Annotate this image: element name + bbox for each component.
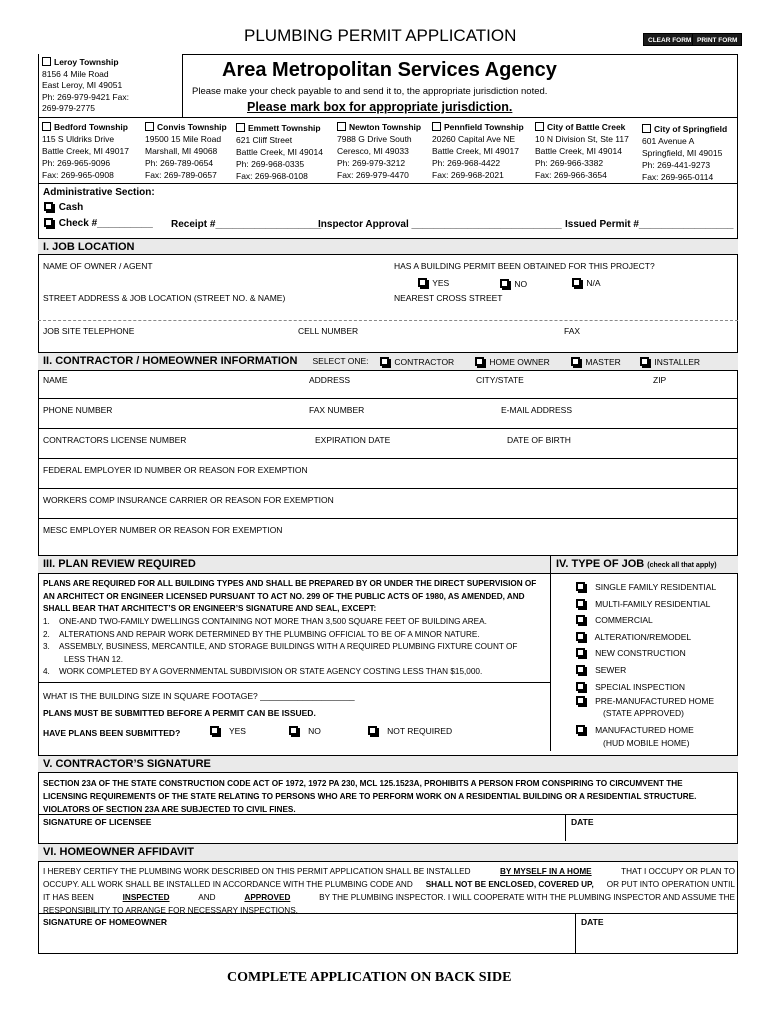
contractor-option-label: CONTRACTOR <box>394 357 455 367</box>
homeowner-affidavit-header: VI. HOMEOWNER AFFIDAVIT <box>38 843 738 862</box>
mesc-label: MESC EMPLOYER NUMBER OR REASON FOR EXEMPTION <box>43 525 283 535</box>
jurisdiction-name-row <box>642 123 727 135</box>
jurisdiction-line: Fax: 269-968-0108 <box>236 171 308 181</box>
top-rule <box>182 54 738 55</box>
jurisdiction-name: City of Battle Creek <box>547 122 626 132</box>
jurisdiction-newton <box>337 121 421 181</box>
jurisdiction-name: Emmett Township <box>248 123 321 133</box>
job-type-label: MULTI-FAMILY RESIDENTIAL <box>595 598 711 609</box>
section-23a-text <box>43 777 696 816</box>
row-rule <box>38 398 738 399</box>
workers-comp-label: WORKERS COMP INSURANCE CARRIER OR REASON FOR EXEMPTION <box>43 495 334 505</box>
job-type-item <box>576 629 716 646</box>
jurisdiction-name-row <box>337 121 421 133</box>
permit-yes <box>418 278 449 288</box>
jurisdiction-line: Ceresco, MI 49033 <box>337 146 409 156</box>
contractor-header-title: II. CONTRACTOR / HOMEOWNER INFORMATION <box>43 355 298 367</box>
affidavit-line <box>43 878 735 891</box>
plan-line: PLANS ARE REQUIRED FOR ALL BUILDING TYPES AND SHALL BE PREPARED BY OR UNDER THE DIRECT SUPERVISION OF <box>43 579 537 588</box>
job-type-checkbox[interactable] <box>576 582 585 591</box>
jurisdiction-name-row <box>432 121 524 133</box>
permit-no <box>500 279 527 289</box>
jurisdiction-line: Springfield, MI 49015 <box>642 148 723 158</box>
springfield-checkbox[interactable] <box>642 124 651 133</box>
job-type-item <box>576 662 716 679</box>
issued-permit-field[interactable]: Issued Permit #_________________ <box>565 219 734 230</box>
affidavit-line <box>43 891 735 904</box>
plans-submitted-question: HAVE PLANS BEEN SUBMITTED? <box>43 728 181 738</box>
jurisdiction-name-row <box>535 121 629 133</box>
jurisdiction-line: Battle Creek, MI 49017 <box>42 146 129 156</box>
job-type-checkbox[interactable] <box>576 615 585 624</box>
jurisdiction-line: 10 N Division St, Ste 117 <box>535 134 629 144</box>
job-telephone-label: JOB SITE TELEPHONE <box>43 326 135 336</box>
installer-checkbox[interactable] <box>640 357 649 366</box>
emmett-checkbox[interactable] <box>236 123 245 132</box>
jurisdiction-bedford <box>42 121 129 181</box>
jurisdiction-line: Ph: 269-966-3382 <box>535 158 604 168</box>
permit-no-label: NO <box>514 279 528 289</box>
exception-1: 1. ONE-AND TWO-FAMILY DWELLINGS CONTAINING NOT MORE THAN 3,500 SQUARE FEET OF BUILDING AREA. <box>43 617 487 626</box>
opt-master <box>571 357 621 367</box>
jurisdiction-name: Bedford Township <box>54 122 128 132</box>
row-rule <box>38 913 738 914</box>
job-type-checkbox[interactable] <box>576 599 585 608</box>
homeowner-date-label: DATE <box>581 917 604 927</box>
clear-form-button[interactable]: CLEAR FORM <box>643 33 696 46</box>
jurisdiction-line: 7988 G Drive South <box>337 134 412 144</box>
job-type-label: SINGLE FAMILY RESIDENTIAL <box>595 582 717 592</box>
plans-yes-checkbox[interactable] <box>210 726 219 735</box>
plans-not-required-checkbox[interactable] <box>368 726 377 735</box>
jurisdiction-battle-creek <box>535 121 629 181</box>
homeowner-option-label: HOME OWNER <box>489 357 550 367</box>
leroy-block <box>42 57 129 115</box>
plans-no-checkbox[interactable] <box>289 726 298 735</box>
jurisdiction-emmett <box>236 122 323 182</box>
footer-note: COMPLETE APPLICATION ON BACK SIDE <box>227 970 512 985</box>
jurisdiction-line: Ph: 269-789-0654 <box>145 158 214 168</box>
jurisdiction-line: Fax: 269-789-0657 <box>145 170 217 180</box>
city-state-label: CITY/STATE <box>476 375 524 385</box>
job-type-checkbox[interactable] <box>576 648 585 657</box>
affidavit-part: I HEREBY CERTIFY THE PLUMBING WORK DESCRIBED ON THIS PERMIT APPLICATION SHALL BE INSTALLED <box>43 867 471 876</box>
battle-creek-checkbox[interactable] <box>535 122 544 131</box>
row-rule <box>38 428 738 429</box>
plans-no-label: NO <box>308 726 321 736</box>
row-rule <box>38 518 738 519</box>
owner-label: NAME OF OWNER / AGENT <box>43 261 153 271</box>
permit-na-checkbox[interactable] <box>572 278 581 287</box>
plan-review-header: III. PLAN REVIEW REQUIRED <box>38 555 550 574</box>
exception-text: WORK COMPLETED BY A GOVERNMENTAL SUBDIVISION OR STATE AGENCY COSTING LESS THAN $15,000. <box>58 667 483 677</box>
jurisdiction-line: 20260 Capital Ave NE <box>432 134 516 144</box>
permit-na <box>572 278 601 288</box>
sig-line: VIOLATORS OF SECTION 23A ARE SUBJECTED TO CIVIL FINES. <box>43 805 296 814</box>
admin-top-rule <box>38 183 738 184</box>
agency-note: Please make your check payable to and send it to, the appropriate jurisdiction noted. <box>192 86 548 97</box>
jurisdiction-pennfield <box>432 121 524 181</box>
leroy-line: 269-979-2775 <box>42 103 95 113</box>
jurisdiction-line: Fax: 269-965-0908 <box>42 170 114 180</box>
jurisdiction-line: 19500 15 Mile Road <box>145 134 222 144</box>
juris-top-rule <box>38 117 738 118</box>
jurisdiction-line: 621 Cliff Street <box>236 135 293 145</box>
jurisdiction-name: City of Springfield <box>654 124 728 134</box>
licensee-signature-label: SIGNATURE OF LICENSEE <box>43 817 152 827</box>
contractor-signature-header: V. CONTRACTOR’S SIGNATURE <box>38 755 738 773</box>
leroy-name-row <box>42 57 129 69</box>
affidavit-part: AND <box>198 893 216 902</box>
jurisdiction-convis <box>145 121 227 181</box>
master-option-label: MASTER <box>585 357 621 367</box>
affidavit-part: IT HAS BEEN <box>43 893 94 902</box>
job-type-label: COMMERCIAL <box>595 615 653 626</box>
bedford-checkbox[interactable] <box>42 122 51 131</box>
affidavit-date-divider <box>575 913 576 954</box>
contractor-checkbox[interactable] <box>380 357 389 366</box>
convis-checkbox[interactable] <box>145 122 154 131</box>
job-type-checkbox[interactable] <box>576 682 585 691</box>
job-type-item <box>576 695 716 707</box>
check-checkbox[interactable] <box>44 218 53 227</box>
row-rule <box>38 488 738 489</box>
homeowner-signature-label: SIGNATURE OF HOMEOWNER <box>43 917 168 927</box>
building-size-field[interactable]: WHAT IS THE BUILDING SIZE IN SQUARE FOOTAGE? ____________________ <box>43 691 355 701</box>
exception-text: ALTERATIONS AND REPAIR WORK DETERMINED BY THE PLUMBING OFFICIAL TO BE OF A MINOR NATURE. <box>58 629 480 639</box>
job-type-checkbox[interactable] <box>576 665 585 674</box>
exception-text: ONE-AND TWO-FAMILY DWELLINGS CONTAINING NOT MORE THAN 3,500 SQUARE FEET OF BUILDING AREA. <box>58 617 487 626</box>
job-type-sublabel: (HUD MOBILE HOME) <box>603 738 690 749</box>
jurisdiction-line: Marshall, MI 49068 <box>145 146 218 156</box>
permit-question: HAS A BUILDING PERMIT BEEN OBTAINED FOR THIS PROJECT? <box>394 261 655 271</box>
job-type-label: PRE-MANUFACTURED HOME <box>595 696 715 707</box>
plan-line: AN ARCHITECT OR ENGINEER LICENSED PURSUANT TO ACT NO. 299 OF THE PUBLIC ACTS OF 1980, AS AMENDED, AND <box>43 591 525 601</box>
affidavit-line: RESPONSIBILITY TO ARRANGE FOR NECESSARY INSPECTIONS. <box>43 906 298 915</box>
plans-not-required-label: NOT REQUIRED <box>387 726 453 736</box>
jurisdiction-name: Convis Township <box>157 122 227 132</box>
fax-label: FAX <box>564 326 581 336</box>
newton-checkbox[interactable] <box>337 122 346 131</box>
job-type-sublabel: (STATE APPROVED) <box>603 708 684 719</box>
jurisdiction-line: Battle Creek, MI 49017 <box>432 146 519 156</box>
leroy-divider <box>182 54 183 117</box>
jurisdiction-line: Fax: 269-968-2021 <box>432 170 504 180</box>
exception-4: 4. WORK COMPLETED BY A GOVERNMENTAL SUBDIVISION OR STATE AGENCY COSTING LESS THAN $15,000. <box>43 667 483 677</box>
phone-label: PHONE NUMBER <box>43 405 113 415</box>
licensee-date-label: DATE <box>571 817 594 827</box>
jurisdiction-line: Fax: 269-966-3654 <box>535 170 607 180</box>
receipt-field[interactable]: Receipt #___________________ <box>171 219 322 230</box>
select-one-label: SELECT ONE: <box>312 356 369 366</box>
admin-check-row <box>44 218 153 229</box>
permit-na-label: N/A <box>586 278 601 288</box>
affidavit-part: BY MYSELF IN A HOME <box>500 867 592 876</box>
jurisdiction-line: Ph: 269-968-0335 <box>236 159 305 169</box>
jurisdiction-line: Ph: 269-979-3212 <box>337 158 406 168</box>
exception-text: ASSEMBLY, BUSINESS, MERCANTILE, AND STORAGE BUILDINGS WITH A REQUIRED PLUMBING FIXTURE COUNT OF <box>58 642 518 652</box>
job-type-checkbox[interactable] <box>576 725 585 734</box>
jurisdiction-line: Ph: 269-968-4422 <box>432 158 501 168</box>
job-type-item <box>576 723 716 737</box>
affidavit-line <box>43 865 735 878</box>
installer-option-label: INSTALLER <box>654 357 701 367</box>
jurisdiction-line: 115 S Uldriks Drive <box>42 134 115 144</box>
plan-exceptions <box>43 616 517 679</box>
row-rule <box>38 682 550 683</box>
job-type-list <box>576 579 716 749</box>
jurisdiction-line: 601 Avenue A <box>642 136 695 146</box>
plan-divider <box>550 574 551 751</box>
page-title: PLUMBING PERMIT APPLICATION <box>244 26 517 45</box>
jurisdiction-name: Pennfield Township <box>444 122 524 132</box>
jurisdiction-name-row <box>145 121 227 133</box>
dob-label: DATE OF BIRTH <box>507 435 571 445</box>
job-type-label: MANUFACTURED HOME <box>595 725 694 736</box>
license-label: CONTRACTORS LICENSE NUMBER <box>43 435 187 445</box>
affidavit-part: BY THE PLUMBING INSPECTOR. I WILL COOPERATE WITH THE PLUMBING INSPECTOR AND ASSUME THE <box>319 893 735 902</box>
homeowner-checkbox[interactable] <box>475 357 484 366</box>
plans-no <box>289 726 321 736</box>
job-type-title: IV. TYPE OF JOB <box>556 558 645 570</box>
address-label: ADDRESS <box>309 375 351 385</box>
plans-yes-label: YES <box>228 726 246 736</box>
job-type-label: SPECIAL INSPECTION <box>595 681 685 692</box>
exception-text: LESS THAN 12. <box>64 654 124 664</box>
leroy-line: Ph: 269-979-9421 Fax: <box>42 91 129 102</box>
master-checkbox[interactable] <box>571 357 580 366</box>
sig-line: LICENSING REQUIREMENTS OF THE STATE RELATING TO PERSONS WHO ARE TO PERFORM WORK ON A RESIDENTIAL BUILDING OR A RESIDENTIAL STRUCTURE. <box>43 792 697 801</box>
job-type-header <box>550 555 738 574</box>
row-rule <box>38 458 738 459</box>
plans-before-text: PLANS MUST BE SUBMITTED BEFORE A PERMIT CAN BE ISSUED <box>43 708 314 718</box>
inspector-approval-field[interactable]: Inspector Approval ___________________________ <box>318 219 562 230</box>
cash-checkbox[interactable] <box>44 202 53 211</box>
job-type-item <box>576 596 716 613</box>
fein-label: FEDERAL EMPLOYER ID NUMBER OR REASON FOR EXEMPTION <box>43 465 308 475</box>
job-type-item <box>576 612 716 629</box>
jurisdiction-line: Fax: 269-979-4470 <box>337 170 409 180</box>
affidavit-part: OCCUPY. ALL WORK SHALL BE INSTALLED IN ACCORDANCE WITH THE PLUMBING CODE AND <box>43 880 413 889</box>
jurisdiction-springfield <box>642 123 727 183</box>
affidavit-text <box>43 865 735 917</box>
check-number-field[interactable]: Check #__________ <box>58 218 153 229</box>
print-form-button[interactable]: PRINT FORM <box>692 33 742 46</box>
job-location-header: I. JOB LOCATION <box>38 238 738 255</box>
fax-number-label: FAX NUMBER <box>309 405 365 415</box>
opt-contractor <box>380 357 454 367</box>
jurisdiction-line: Battle Creek, MI 49014 <box>535 146 622 156</box>
opt-homeowner <box>475 357 550 367</box>
expiration-label: EXPIRATION DATE <box>315 435 391 445</box>
plans-not-required <box>368 726 452 736</box>
sig-date-divider <box>565 814 566 841</box>
leroy-name: Leroy Township <box>54 57 119 67</box>
mark-box-instruction: Please mark box for appropriate jurisdiction. <box>247 100 513 114</box>
street-label: STREET ADDRESS & JOB LOCATION (STREET NO. & NAME) <box>43 293 286 303</box>
cell-label: CELL NUMBER <box>298 326 359 336</box>
leroy-line: East Leroy, MI 49051 <box>42 80 123 90</box>
jurisdiction-line: Ph: 269-441-9273 <box>642 160 711 170</box>
job-type-item <box>576 579 716 596</box>
zip-label: ZIP <box>653 375 667 385</box>
job-type-label: ALTERATION/REMODEL <box>594 631 692 642</box>
job-row-rule <box>38 320 738 321</box>
exception-2: 2. ALTERATIONS AND REPAIR WORK DETERMINED BY THE PLUMBING OFFICIAL TO BE OF A MINOR NATURE. <box>43 629 480 639</box>
plans-yes <box>210 726 246 736</box>
job-type-item <box>576 645 716 662</box>
job-type-subtitle: (check all that apply) <box>647 562 717 569</box>
leroy-line: 8156 4 Mile Road <box>42 68 109 79</box>
name-label: NAME <box>43 375 68 385</box>
jurisdiction-name-row <box>42 121 129 133</box>
exception-3: 3. ASSEMBLY, BUSINESS, MERCANTILE, AND STORAGE BUILDINGS WITH A REQUIRED PLUMBING FIXTURE COUNT OF <box>43 642 518 652</box>
job-type-label: NEW CONSTRUCTION <box>595 648 686 659</box>
job-type-checkbox[interactable] <box>576 696 585 705</box>
affidavit-part: OR PUT INTO OPERATION UNTIL <box>606 880 735 889</box>
job-type-label: SEWER <box>595 664 627 675</box>
job-type-checkbox[interactable] <box>576 632 585 641</box>
admin-title: Administrative Section: <box>43 187 155 198</box>
plans-before-note: PLANS MUST BE SUBMITTED BEFORE A PERMIT CAN BE ISSUED. <box>43 708 316 718</box>
job-type-item <box>576 679 716 696</box>
jurisdiction-name-row <box>236 122 323 134</box>
affidavit-part: SHALL NOT BE ENCLOSED, COVERED UP, <box>425 880 594 889</box>
email-label: E-MAIL ADDRESS <box>501 405 573 415</box>
sig-line: SECTION 23A OF THE STATE CONSTRUCTION CODE ACT OF 1972, 1972 PA 230, MCL 125.1523A, PROHIBITS A PERSON FROM CONSPIRING TO CIRCUMVENT THE <box>43 779 683 788</box>
row-rule <box>38 814 738 815</box>
admin-cash-row <box>44 202 83 213</box>
opt-installer <box>640 357 700 367</box>
cash-label: Cash <box>58 202 84 213</box>
affidavit-part: THAT I OCCUPY OR PLAN TO <box>621 867 735 876</box>
permit-no-checkbox[interactable] <box>500 279 509 288</box>
jurisdiction-line: Fax: 269-965-0114 <box>642 172 714 182</box>
agency-name: Area Metropolitan Services Agency <box>222 59 557 81</box>
affidavit-part: APPROVED <box>244 893 291 902</box>
jurisdiction-name: Newton Township <box>349 122 422 132</box>
jurisdiction-line: Ph: 269-965-9096 <box>42 158 111 168</box>
leroy-checkbox[interactable] <box>42 57 51 66</box>
pennfield-checkbox[interactable] <box>432 122 441 131</box>
permit-yes-checkbox[interactable] <box>418 278 427 287</box>
jurisdiction-line: Battle Creek, MI 49014 <box>236 147 323 157</box>
affidavit-part: INSPECTED <box>122 893 170 902</box>
plan-requirement-text <box>43 578 536 616</box>
plan-line: SHALL BEAR THAT ARCHITECT’S OR ENGINEER’S SIGNATURE AND SEAL, EXCEPT: <box>43 604 377 614</box>
cross-street-label: NEAREST CROSS STREET <box>394 293 503 303</box>
permit-yes-label: YES <box>432 278 450 288</box>
